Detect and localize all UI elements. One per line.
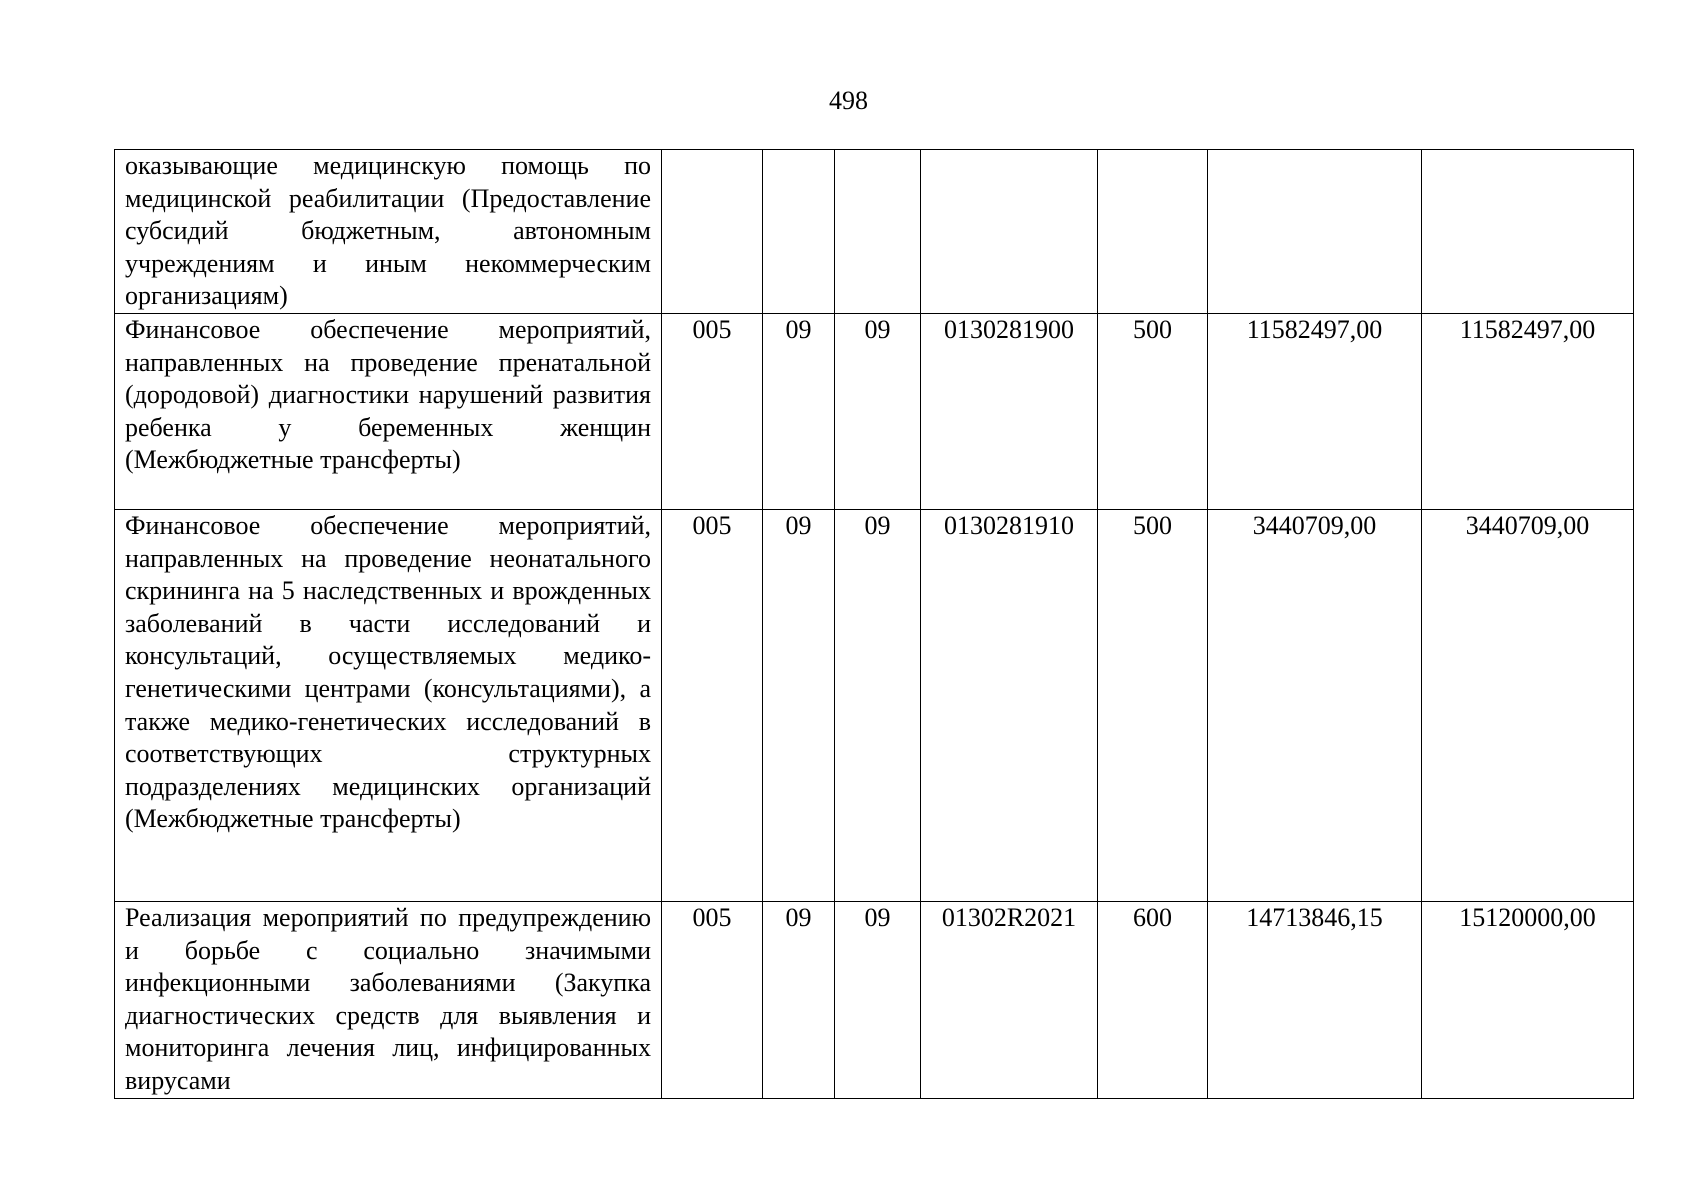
subsection-code: 09 [835,314,921,510]
amount-first [1208,150,1422,314]
amount-second: 3440709,00 [1422,510,1634,902]
row-description: Финансовое обеспечение мероприятий, направленных на проведение неонатального скрининга на 5 наследственных и врожденных заболеваний в части исследований и консультаций, осуществляемых медико-генетическими центрами (консультациями), а также медико-генетических исследований в соответствующих структурных подразделениях медицинских организаций (Межбюджетные трансферты) [115,510,662,902]
table-row [115,150,1634,314]
expense-type-code [1098,150,1208,314]
amount-second [1422,150,1634,314]
amount-second: 15120000,00 [1422,902,1634,1099]
section-code: 09 [763,510,835,902]
ministry-code: 005 [662,902,763,1099]
subsection-code: 09 [835,510,921,902]
target-article-code [921,150,1098,314]
row-description: Финансовое обеспечение мероприятий, направленных на проведение пренатальной (дородовой) диагностики нарушений развития ребенка у беременных женщин (Межбюджетные трансферты) [115,314,662,510]
ministry-code: 005 [662,510,763,902]
expense-type-code: 500 [1098,314,1208,510]
table-row [115,902,1634,1099]
amount-first: 11582497,00 [1208,314,1422,510]
table-row [115,510,1634,902]
section-code [763,150,835,314]
page-number: 498 [829,86,868,115]
ministry-code: 005 [662,314,763,510]
subsection-code [835,150,921,314]
expense-type-code: 600 [1098,902,1208,1099]
row-description: Реализация мероприятий по предупреждению и борьбе с социально значимыми инфекционными заболеваниями (Закупка диагностических средств для выявления и мониторинга лечения лиц, инфицированных вирусами [115,902,662,1099]
target-article-code: 0130281910 [921,510,1098,902]
row-description: оказывающие медицинскую помощь по медицинской реабилитации (Предоставление субсидий бюджетным, автономным учреждениям и иным некоммерческим организациям) [115,150,662,314]
budget-table [114,149,1634,1099]
section-code: 09 [763,902,835,1099]
expense-type-code: 500 [1098,510,1208,902]
amount-second: 11582497,00 [1422,314,1634,510]
section-code: 09 [763,314,835,510]
amount-first: 3440709,00 [1208,510,1422,902]
amount-first: 14713846,15 [1208,902,1422,1099]
target-article-code: 0130281900 [921,314,1098,510]
subsection-code: 09 [835,902,921,1099]
table-row [115,314,1634,510]
ministry-code [662,150,763,314]
target-article-code: 01302R2021 [921,902,1098,1099]
